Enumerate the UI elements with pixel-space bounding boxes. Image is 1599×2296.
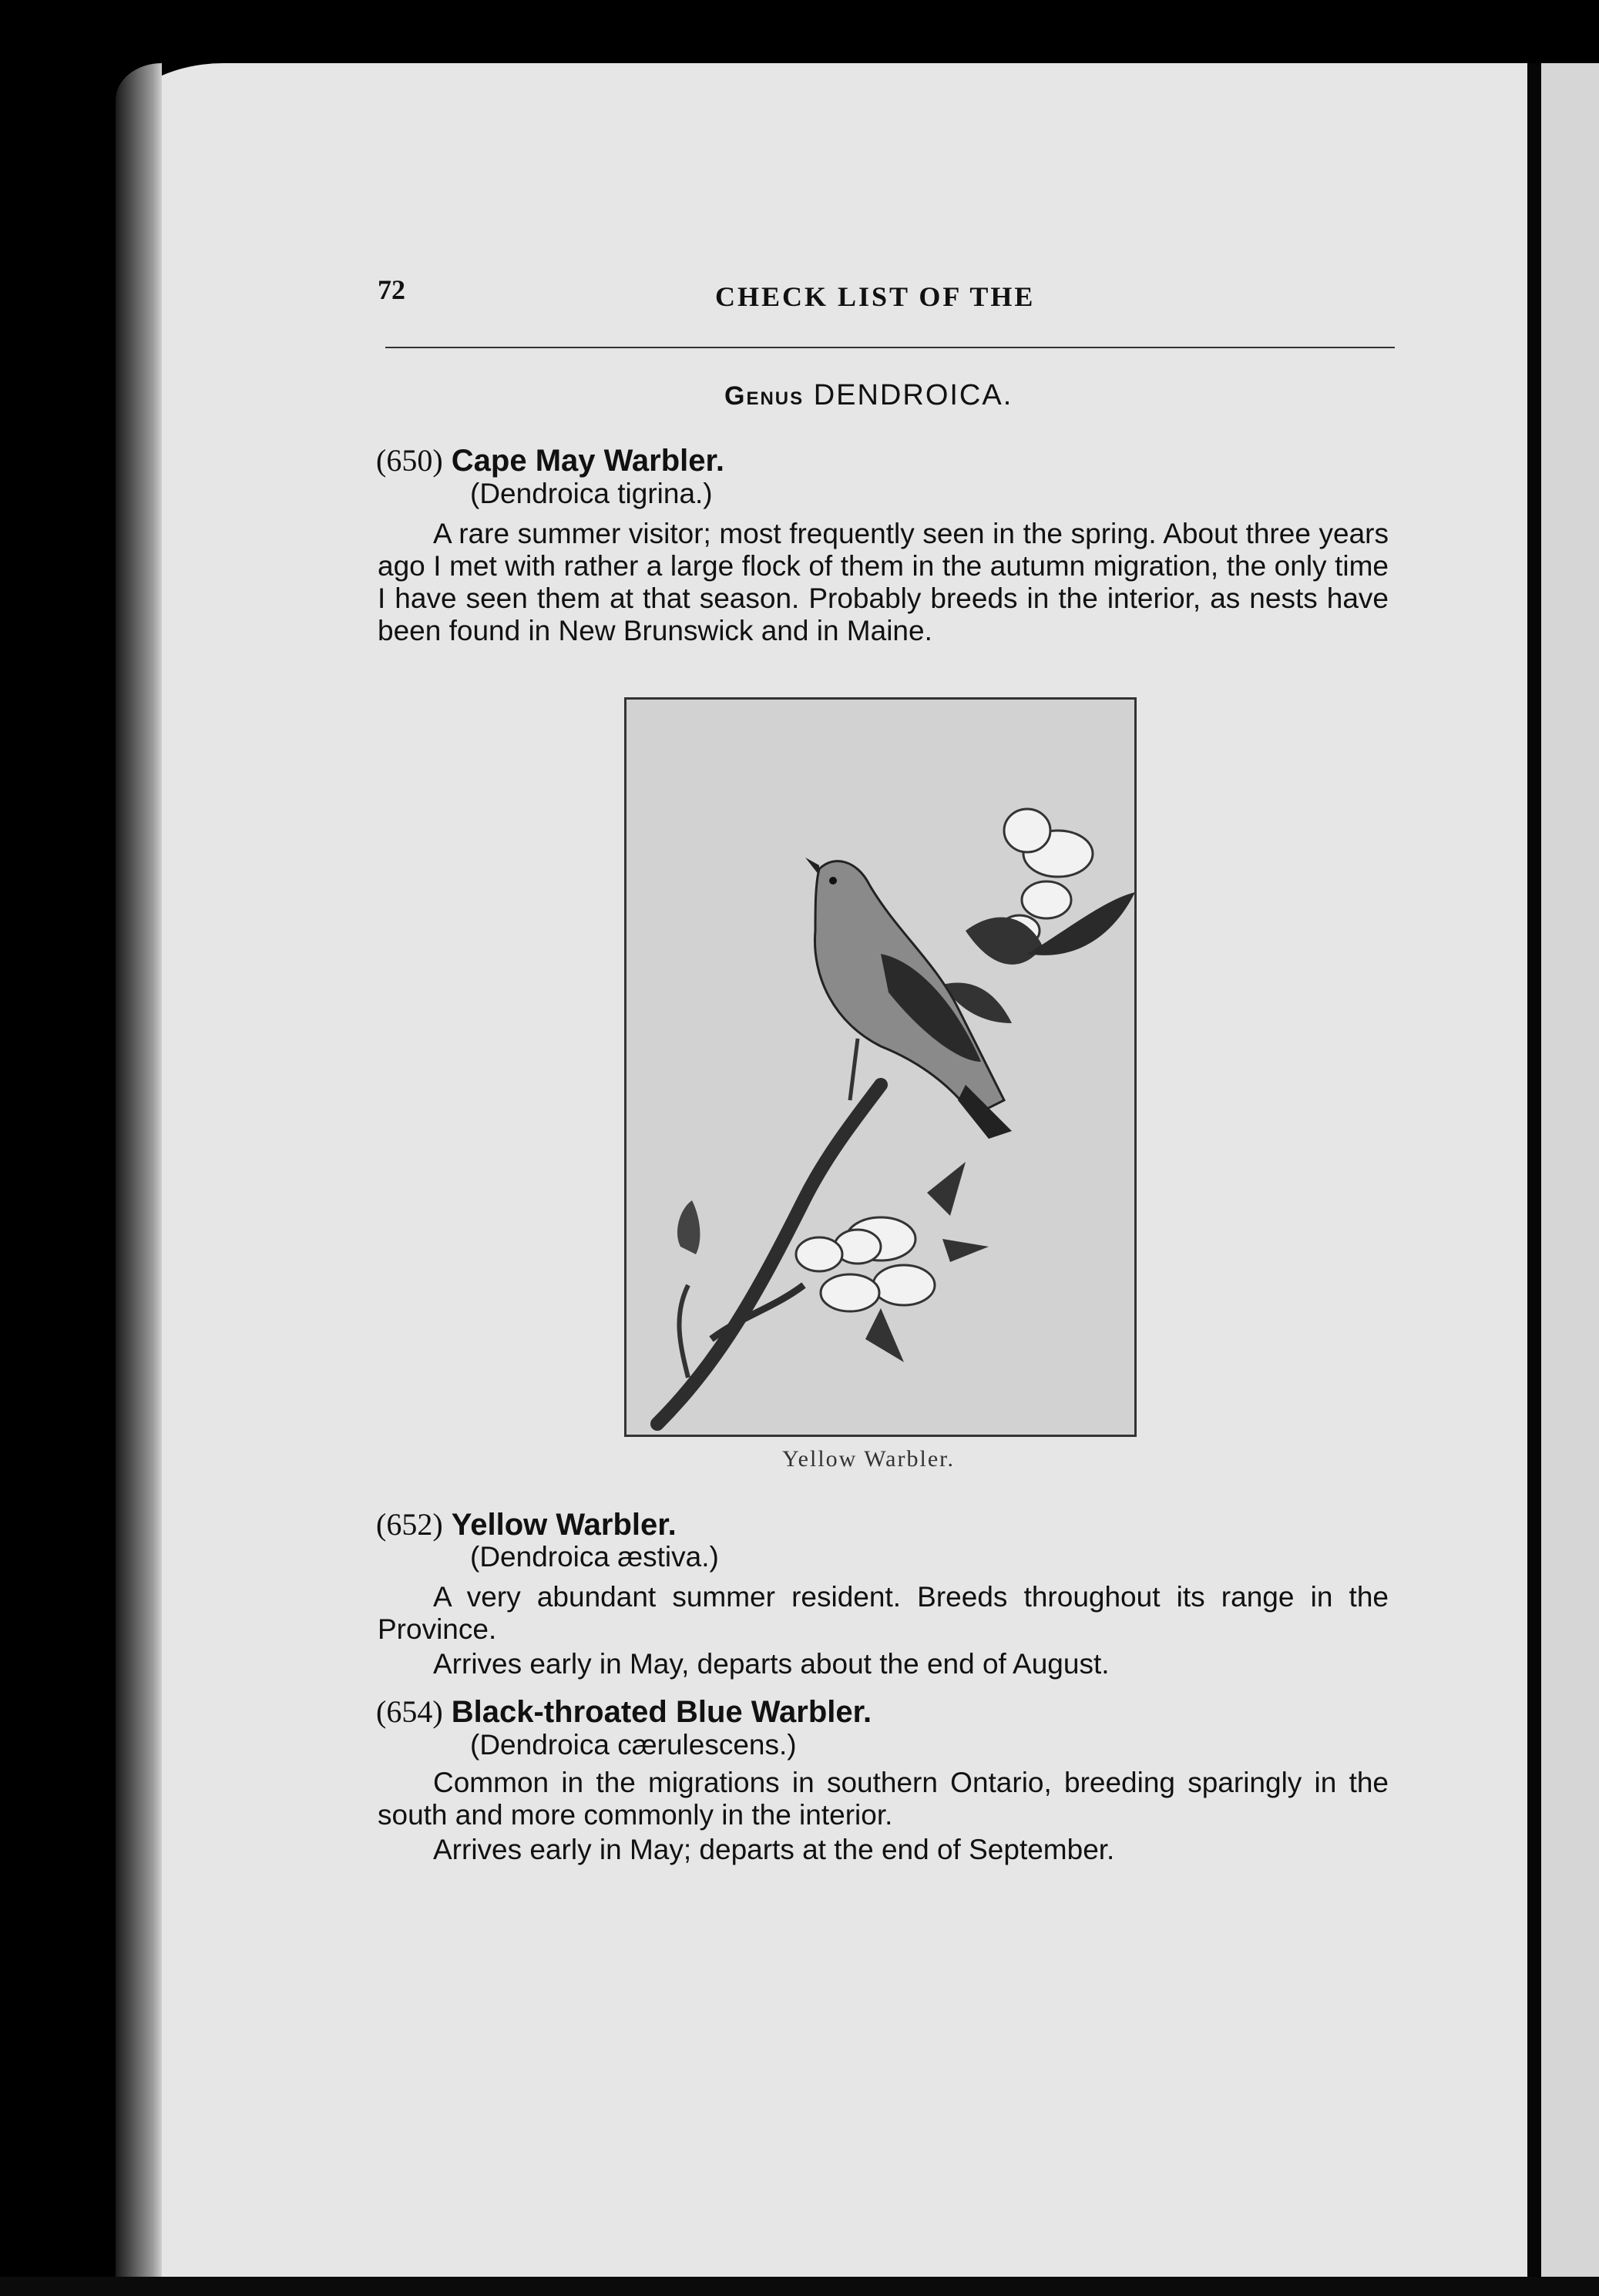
- entry-description: Common in the migrations in southern Ontario, breeding sparingly in the south and more commonly in the interior.: [378, 1767, 1389, 1831]
- entry-heading: [376, 442, 724, 478]
- entry-heading: [376, 1506, 677, 1542]
- genus-prefix: Genus: [724, 381, 805, 411]
- entry-number: (654): [376, 1694, 443, 1729]
- genus-name: DENDROICA.: [813, 379, 1013, 411]
- entry-common-name: Cape May Warbler.: [451, 444, 724, 478]
- scan-border: [0, 2277, 1599, 2296]
- entry-heading: [376, 1693, 872, 1730]
- entry-description: A very abundant summer resident. Breeds throughout its range in the Province.: [378, 1581, 1389, 1645]
- entry-scientific-name: (Dendroica æstiva.): [470, 1541, 719, 1573]
- running-title: CHECK LIST OF THE: [715, 281, 1036, 312]
- entry-arrival-note: Arrives early in May; departs at the end of September.: [433, 1834, 1115, 1865]
- bird-illustration: [624, 697, 1137, 1437]
- entry-number: (650): [376, 443, 443, 478]
- entry-number: (652): [376, 1507, 443, 1542]
- page-binding-shadow: [116, 63, 162, 2296]
- entry-scientific-name: (Dendroica cærulescens.): [470, 1729, 797, 1761]
- entry-arrival-note: Arrives early in May, departs about the end of August.: [433, 1648, 1110, 1680]
- genus-heading: [724, 379, 1013, 412]
- entry-description: A rare summer visitor; most frequently seen in the spring. About three years ago I met with rather a large flock of them in the autumn migration, the only time I have seen them at that season. Probably breeds in the interior, as nests have been found in New Brunswick and in Maine.: [378, 518, 1389, 646]
- figure-caption: Yellow Warbler.: [782, 1446, 955, 1472]
- yellow-warbler-drawing: [626, 700, 1134, 1435]
- page-number: 72: [378, 274, 405, 305]
- entry-common-name: Yellow Warbler.: [451, 1508, 677, 1542]
- entry-common-name: Black-throated Blue Warbler.: [451, 1695, 872, 1729]
- entry-scientific-name: (Dendroica tigrina.): [470, 478, 713, 509]
- adjacent-page-edge: [1541, 63, 1599, 2296]
- header-rule: [385, 347, 1395, 348]
- page-gutter: [1527, 63, 1541, 2296]
